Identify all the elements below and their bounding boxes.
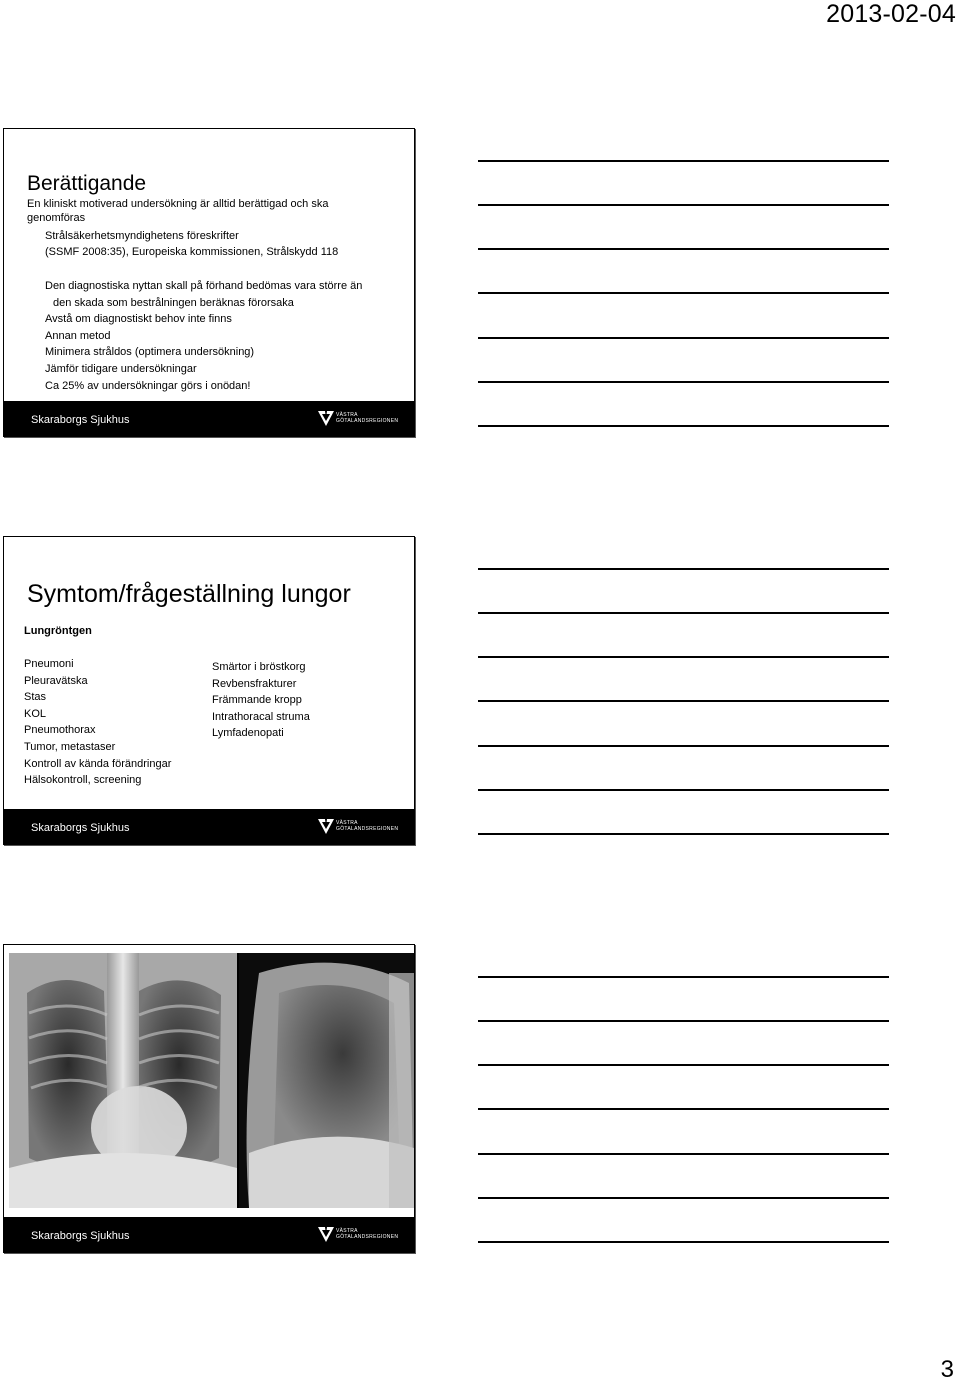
note-line	[478, 1241, 889, 1243]
list-item: Tumor, metastaser	[24, 740, 116, 753]
note-line	[478, 425, 889, 427]
bullet-list	[45, 278, 390, 394]
note-line	[478, 976, 889, 978]
note-line	[478, 160, 889, 162]
chest-xray-images	[9, 953, 414, 1208]
list-item: Pneumothorax	[24, 724, 96, 737]
logo-icon	[317, 1225, 335, 1243]
slide-subtext-1: Strålsäkerhetsmyndighetens föreskrifter	[45, 230, 239, 242]
region-logo	[317, 409, 399, 427]
logo-text-2: GÖTALANDSREGIONEN	[336, 826, 399, 832]
note-line	[478, 1197, 889, 1199]
list-item: Stas	[24, 691, 47, 704]
note-line	[478, 700, 889, 702]
slide-footer	[4, 401, 414, 436]
list-item: Jämför tidigare undersökningar	[45, 362, 197, 375]
page-date: 2013-02-04	[826, 0, 956, 28]
slide-3	[3, 944, 415, 1253]
slide-intro: En kliniskt motiverad undersökning är alltid berättigad och ska genomföras	[27, 198, 329, 224]
note-line	[478, 789, 889, 791]
list-item: Hälsokontroll, screening	[24, 774, 142, 787]
note-line	[478, 204, 889, 206]
list-item: Lymfadenopati	[212, 727, 284, 740]
logo-icon	[317, 409, 335, 427]
list-item: Avstå om diagnostiskt behov inte finns	[45, 313, 232, 326]
note-line	[478, 1064, 889, 1066]
note-line	[478, 833, 889, 835]
left-column-list	[24, 656, 171, 789]
list-item: Smärtor i bröstkorg	[212, 661, 306, 673]
list-item: den skada som bestrålningen beräknas förorsaka	[53, 296, 294, 309]
region-logo	[317, 1225, 399, 1243]
logo-text-1: VÄSTRA	[336, 820, 358, 826]
region-logo	[317, 817, 399, 835]
note-line	[478, 292, 889, 294]
list-item: KOL	[24, 707, 47, 720]
slide-title: Berättigande	[27, 172, 147, 195]
note-line	[478, 568, 889, 570]
slide-1	[3, 128, 415, 437]
list-item: Minimera stråldos (optimera undersökning)	[45, 346, 255, 359]
logo-icon	[317, 817, 335, 835]
note-line	[478, 1020, 889, 1022]
slide-footer	[4, 1217, 414, 1252]
note-line	[478, 612, 889, 614]
list-item: Kontroll av kända förändringar	[24, 757, 172, 770]
logo-text-2: GÖTALANDSREGIONEN	[336, 418, 399, 424]
note-line	[478, 1153, 889, 1155]
logo-text-1: VÄSTRA	[336, 1228, 358, 1234]
footer-text: Skaraborgs Sjukhus	[31, 822, 130, 834]
note-line	[478, 1108, 889, 1110]
list-item: Pneumoni	[24, 658, 74, 670]
page-number: 3	[940, 1356, 954, 1383]
slide-2	[3, 536, 415, 845]
slide-footer	[4, 809, 414, 844]
list-item: Ca 25% av undersökningar görs i onödan!	[45, 379, 251, 392]
footer-text: Skaraborgs Sjukhus	[31, 414, 130, 426]
logo-text-1: VÄSTRA	[336, 412, 358, 418]
note-line	[478, 248, 889, 250]
list-item: Främmande kropp	[212, 694, 302, 707]
xray-graphic	[9, 953, 414, 1208]
list-item: Den diagnostiska nyttan skall på förhand bedömas vara större än	[45, 280, 363, 292]
logo-text-2: GÖTALANDSREGIONEN	[336, 1234, 399, 1240]
slide-title: Symtom/frågeställning lungor	[27, 580, 351, 608]
slide-subtext-2: (SSMF 2008:35), Europeiska kommissionen, Strålskydd 118	[45, 246, 339, 258]
list-item: Annan metod	[45, 329, 111, 342]
slide-subtitle: Lungröntgen	[24, 625, 92, 637]
list-item: Pleuravätska	[24, 674, 88, 687]
note-line	[478, 337, 889, 339]
note-line	[478, 381, 889, 383]
footer-text: Skaraborgs Sjukhus	[31, 1230, 130, 1242]
right-column-list	[212, 659, 310, 742]
note-line	[478, 656, 889, 658]
list-item: Revbensfrakturer	[212, 677, 297, 690]
list-item: Intrathoracal struma	[212, 710, 310, 723]
note-line	[478, 745, 889, 747]
